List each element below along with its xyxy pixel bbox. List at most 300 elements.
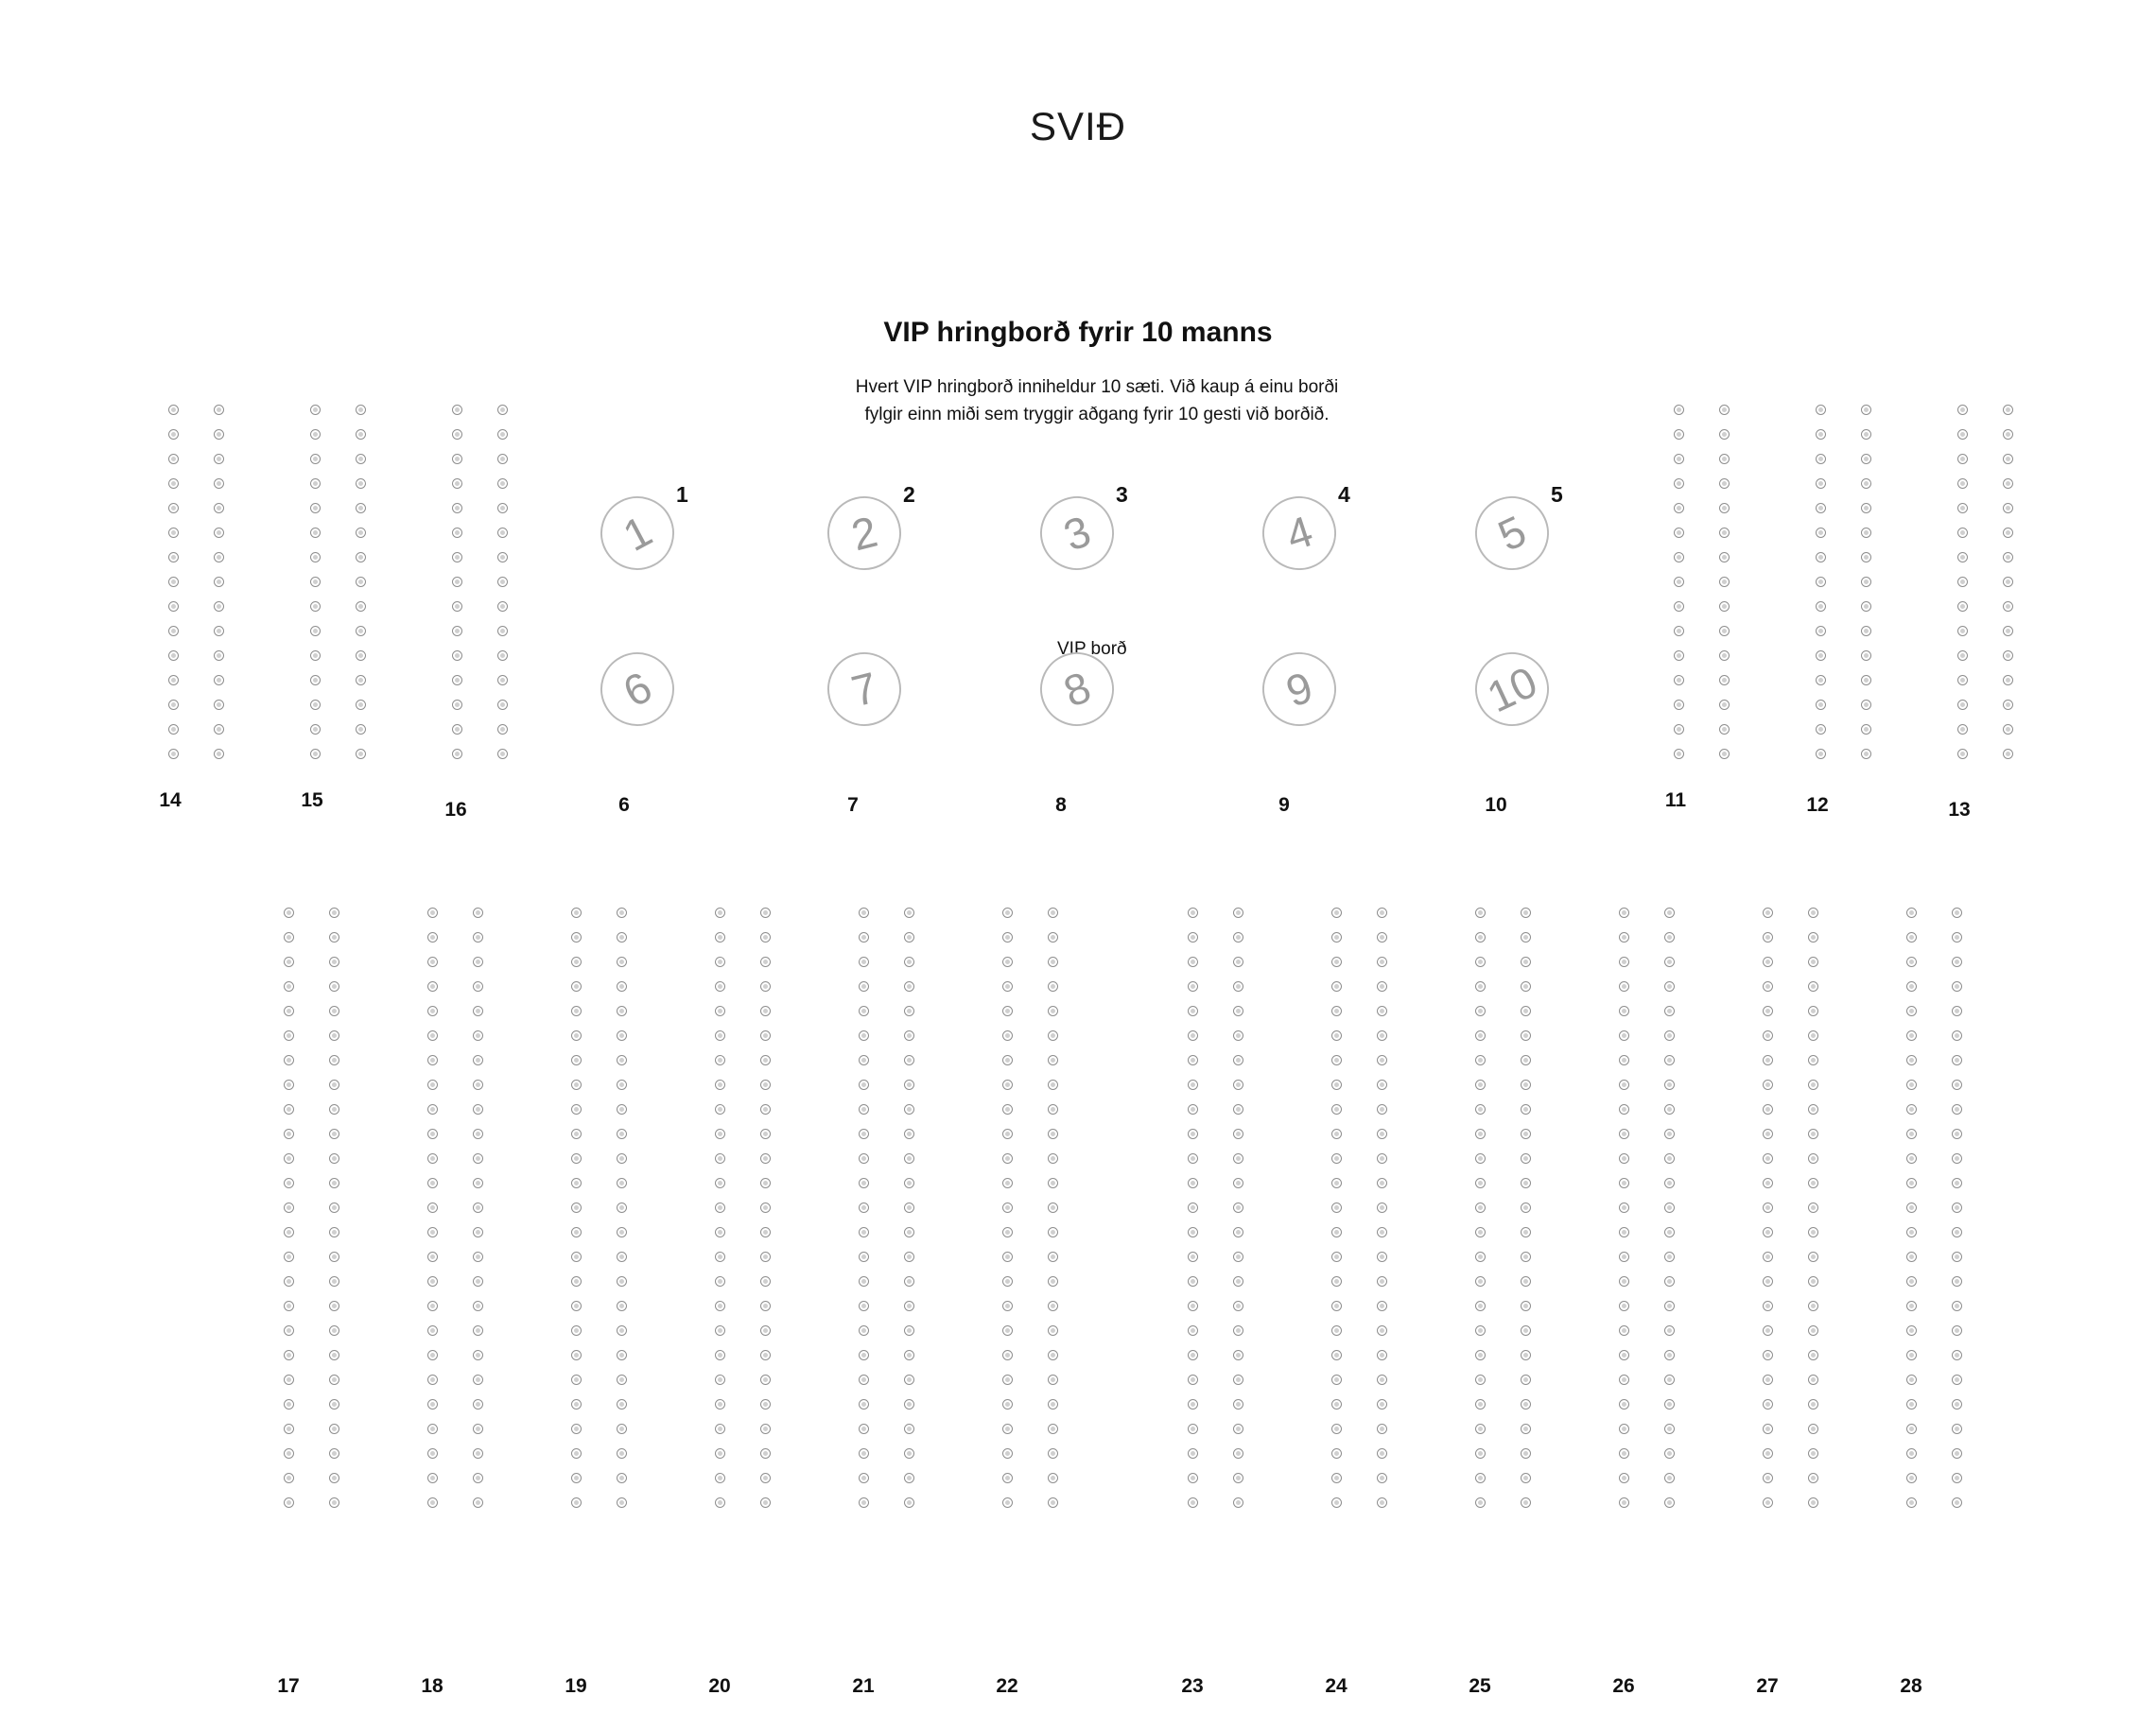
- seat[interactable]: [1619, 1473, 1629, 1483]
- seat[interactable]: [2003, 405, 2013, 415]
- seat[interactable]: [1233, 1252, 1243, 1262]
- seat[interactable]: [427, 1448, 438, 1459]
- seat[interactable]: [1816, 528, 1826, 538]
- seat[interactable]: [452, 503, 462, 513]
- seat[interactable]: [571, 957, 582, 967]
- seat[interactable]: [1816, 405, 1826, 415]
- seat[interactable]: [497, 528, 508, 538]
- seat[interactable]: [859, 1178, 869, 1188]
- seat[interactable]: [1808, 1448, 1818, 1459]
- seat[interactable]: [1719, 749, 1730, 759]
- seat[interactable]: [1957, 503, 1968, 513]
- seat[interactable]: [1763, 908, 1773, 918]
- seat[interactable]: [1719, 429, 1730, 440]
- seat[interactable]: [1906, 1424, 1917, 1434]
- seat[interactable]: [1521, 1473, 1531, 1483]
- seat[interactable]: [1808, 1325, 1818, 1336]
- seat[interactable]: [473, 1325, 483, 1336]
- seat[interactable]: [284, 908, 294, 918]
- seat[interactable]: [356, 626, 366, 636]
- seat[interactable]: [904, 932, 914, 943]
- seat[interactable]: [760, 1448, 771, 1459]
- seat[interactable]: [760, 932, 771, 943]
- seat[interactable]: [760, 1030, 771, 1041]
- seat[interactable]: [497, 503, 508, 513]
- seat[interactable]: [1906, 1227, 1917, 1237]
- seat[interactable]: [1048, 1350, 1058, 1360]
- seat[interactable]: [1861, 405, 1871, 415]
- seat[interactable]: [356, 454, 366, 464]
- seat[interactable]: [427, 1252, 438, 1262]
- seat[interactable]: [571, 1080, 582, 1090]
- seat[interactable]: [1048, 1006, 1058, 1016]
- seat[interactable]: [1674, 405, 1684, 415]
- seat[interactable]: [1475, 1252, 1486, 1262]
- seat[interactable]: [284, 1055, 294, 1065]
- seat[interactable]: [904, 1080, 914, 1090]
- seat[interactable]: [1521, 1055, 1531, 1065]
- seat[interactable]: [715, 1227, 725, 1237]
- seat[interactable]: [168, 552, 179, 562]
- seat[interactable]: [284, 981, 294, 992]
- seat[interactable]: [1719, 528, 1730, 538]
- seat[interactable]: [168, 650, 179, 661]
- seat[interactable]: [859, 1375, 869, 1385]
- seat[interactable]: [1233, 1399, 1243, 1410]
- seat[interactable]: [1619, 1252, 1629, 1262]
- seat[interactable]: [1188, 1055, 1198, 1065]
- seat[interactable]: [760, 1424, 771, 1434]
- seat[interactable]: [356, 601, 366, 612]
- seat[interactable]: [1002, 1325, 1013, 1336]
- seat[interactable]: [356, 650, 366, 661]
- seat[interactable]: [571, 1424, 582, 1434]
- seat[interactable]: [1475, 1030, 1486, 1041]
- seat[interactable]: [329, 1030, 339, 1041]
- seat[interactable]: [760, 908, 771, 918]
- seat[interactable]: [1233, 1424, 1243, 1434]
- seat[interactable]: [1475, 1129, 1486, 1139]
- seat[interactable]: [1048, 1202, 1058, 1213]
- seat[interactable]: [310, 650, 321, 661]
- seat[interactable]: [1664, 908, 1675, 918]
- seat[interactable]: [284, 1350, 294, 1360]
- seat[interactable]: [1475, 1055, 1486, 1065]
- seat[interactable]: [904, 1006, 914, 1016]
- seat[interactable]: [1002, 1153, 1013, 1164]
- seat[interactable]: [1233, 1350, 1243, 1360]
- seat[interactable]: [1763, 1080, 1773, 1090]
- seat[interactable]: [1521, 981, 1531, 992]
- seat[interactable]: [571, 1448, 582, 1459]
- seat[interactable]: [904, 1424, 914, 1434]
- seat[interactable]: [1002, 1006, 1013, 1016]
- seat[interactable]: [473, 981, 483, 992]
- seat[interactable]: [1521, 1202, 1531, 1213]
- seat[interactable]: [356, 478, 366, 489]
- seat[interactable]: [760, 1080, 771, 1090]
- seat[interactable]: [1521, 1350, 1531, 1360]
- seat[interactable]: [715, 1252, 725, 1262]
- seat[interactable]: [1808, 1301, 1818, 1311]
- seat[interactable]: [1674, 552, 1684, 562]
- seat[interactable]: [329, 1424, 339, 1434]
- seat[interactable]: [1233, 1301, 1243, 1311]
- seat[interactable]: [1952, 981, 1962, 992]
- seat[interactable]: [1674, 650, 1684, 661]
- seat[interactable]: [859, 1080, 869, 1090]
- seat[interactable]: [1861, 552, 1871, 562]
- seat[interactable]: [452, 650, 462, 661]
- seat[interactable]: [1331, 1301, 1342, 1311]
- seat[interactable]: [284, 1202, 294, 1213]
- seat[interactable]: [452, 528, 462, 538]
- seat[interactable]: [214, 454, 224, 464]
- seat[interactable]: [859, 1497, 869, 1508]
- seat[interactable]: [2003, 429, 2013, 440]
- seat[interactable]: [168, 454, 179, 464]
- seat[interactable]: [1808, 1153, 1818, 1164]
- seat[interactable]: [1763, 1202, 1773, 1213]
- seat[interactable]: [1377, 1104, 1387, 1115]
- seat[interactable]: [571, 932, 582, 943]
- seat[interactable]: [1048, 1030, 1058, 1041]
- seat[interactable]: [1521, 1448, 1531, 1459]
- seat[interactable]: [1188, 1178, 1198, 1188]
- seat[interactable]: [1664, 1055, 1675, 1065]
- seat[interactable]: [1906, 1473, 1917, 1483]
- seat[interactable]: [310, 429, 321, 440]
- seat[interactable]: [1331, 1227, 1342, 1237]
- seat[interactable]: [760, 957, 771, 967]
- seat[interactable]: [427, 1080, 438, 1090]
- seat[interactable]: [1619, 1129, 1629, 1139]
- seat[interactable]: [1952, 1153, 1962, 1164]
- seat[interactable]: [497, 626, 508, 636]
- seat[interactable]: [473, 1448, 483, 1459]
- seat[interactable]: [214, 528, 224, 538]
- seat[interactable]: [571, 1202, 582, 1213]
- seat[interactable]: [427, 1301, 438, 1311]
- seat[interactable]: [1002, 1473, 1013, 1483]
- seat[interactable]: [1188, 1448, 1198, 1459]
- seat[interactable]: [904, 1104, 914, 1115]
- seat[interactable]: [904, 1325, 914, 1336]
- seat[interactable]: [1188, 1252, 1198, 1262]
- seat[interactable]: [904, 1448, 914, 1459]
- seat[interactable]: [1188, 1030, 1198, 1041]
- seat[interactable]: [1763, 1129, 1773, 1139]
- seat[interactable]: [1808, 1104, 1818, 1115]
- seat[interactable]: [1952, 1080, 1962, 1090]
- seat[interactable]: [1002, 1350, 1013, 1360]
- seat[interactable]: [1331, 1080, 1342, 1090]
- seat[interactable]: [904, 1202, 914, 1213]
- seat[interactable]: [452, 626, 462, 636]
- seat[interactable]: [715, 1129, 725, 1139]
- seat[interactable]: [1957, 700, 1968, 710]
- seat[interactable]: [571, 1375, 582, 1385]
- seat[interactable]: [904, 1129, 914, 1139]
- seat[interactable]: [1188, 1153, 1198, 1164]
- seat[interactable]: [1808, 1080, 1818, 1090]
- seat[interactable]: [1674, 700, 1684, 710]
- seat[interactable]: [329, 1448, 339, 1459]
- seat[interactable]: [1048, 1252, 1058, 1262]
- vip-table-7[interactable]: 7: [820, 645, 910, 735]
- seat[interactable]: [617, 1325, 627, 1336]
- seat[interactable]: [1188, 1006, 1198, 1016]
- seat[interactable]: [1808, 1350, 1818, 1360]
- seat[interactable]: [1906, 1104, 1917, 1115]
- seat[interactable]: [1475, 981, 1486, 992]
- seat[interactable]: [1188, 1227, 1198, 1237]
- seat[interactable]: [859, 1473, 869, 1483]
- seat[interactable]: [1906, 981, 1917, 992]
- seat[interactable]: [1048, 1301, 1058, 1311]
- seat[interactable]: [1002, 1276, 1013, 1287]
- seat[interactable]: [1816, 552, 1826, 562]
- seat[interactable]: [1331, 1350, 1342, 1360]
- seat[interactable]: [859, 957, 869, 967]
- seat[interactable]: [1664, 1350, 1675, 1360]
- seat[interactable]: [1188, 1080, 1198, 1090]
- seat[interactable]: [1808, 1055, 1818, 1065]
- seat[interactable]: [1664, 1080, 1675, 1090]
- seat[interactable]: [760, 1301, 771, 1311]
- seat[interactable]: [329, 1104, 339, 1115]
- seat[interactable]: [1619, 981, 1629, 992]
- seat[interactable]: [1048, 1055, 1058, 1065]
- seat[interactable]: [617, 1080, 627, 1090]
- seat[interactable]: [356, 749, 366, 759]
- seat[interactable]: [310, 503, 321, 513]
- seat[interactable]: [1331, 1030, 1342, 1041]
- seat[interactable]: [1664, 981, 1675, 992]
- seat[interactable]: [1719, 626, 1730, 636]
- seat[interactable]: [1861, 650, 1871, 661]
- seat[interactable]: [284, 1301, 294, 1311]
- seat[interactable]: [1002, 1448, 1013, 1459]
- seat[interactable]: [1861, 675, 1871, 685]
- seat[interactable]: [1763, 1104, 1773, 1115]
- seat[interactable]: [1906, 1202, 1917, 1213]
- seat[interactable]: [715, 1497, 725, 1508]
- seat[interactable]: [284, 1153, 294, 1164]
- seat[interactable]: [497, 700, 508, 710]
- seat[interactable]: [1664, 1301, 1675, 1311]
- seat[interactable]: [329, 1129, 339, 1139]
- seat[interactable]: [329, 908, 339, 918]
- seat[interactable]: [1188, 1473, 1198, 1483]
- seat[interactable]: [1377, 1030, 1387, 1041]
- seat[interactable]: [1002, 981, 1013, 992]
- seat[interactable]: [571, 1473, 582, 1483]
- seat[interactable]: [760, 1178, 771, 1188]
- seat[interactable]: [1188, 1276, 1198, 1287]
- seat[interactable]: [452, 577, 462, 587]
- seat[interactable]: [1377, 1375, 1387, 1385]
- seat[interactable]: [859, 1129, 869, 1139]
- seat[interactable]: [1719, 700, 1730, 710]
- seat[interactable]: [168, 724, 179, 735]
- seat[interactable]: [473, 1301, 483, 1311]
- seat[interactable]: [571, 1104, 582, 1115]
- seat[interactable]: [1816, 724, 1826, 735]
- seat[interactable]: [1674, 724, 1684, 735]
- seat[interactable]: [356, 405, 366, 415]
- seat[interactable]: [1331, 908, 1342, 918]
- seat[interactable]: [329, 1227, 339, 1237]
- seat[interactable]: [1048, 1399, 1058, 1410]
- seat[interactable]: [1664, 1202, 1675, 1213]
- seat[interactable]: [1861, 626, 1871, 636]
- seat[interactable]: [1906, 1276, 1917, 1287]
- seat[interactable]: [1188, 1399, 1198, 1410]
- seat[interactable]: [1521, 1424, 1531, 1434]
- seat[interactable]: [859, 1030, 869, 1041]
- seat[interactable]: [2003, 552, 2013, 562]
- seat[interactable]: [310, 552, 321, 562]
- seat[interactable]: [1906, 1055, 1917, 1065]
- seat[interactable]: [617, 1055, 627, 1065]
- seat[interactable]: [571, 1399, 582, 1410]
- seat[interactable]: [1808, 908, 1818, 918]
- seat[interactable]: [427, 1424, 438, 1434]
- seat[interactable]: [1619, 932, 1629, 943]
- seat[interactable]: [1816, 503, 1826, 513]
- seat[interactable]: [904, 1473, 914, 1483]
- seat[interactable]: [715, 1325, 725, 1336]
- seat[interactable]: [452, 552, 462, 562]
- seat[interactable]: [1906, 1350, 1917, 1360]
- seat[interactable]: [1377, 1129, 1387, 1139]
- seat[interactable]: [1002, 908, 1013, 918]
- seat[interactable]: [760, 1202, 771, 1213]
- seat[interactable]: [1188, 1375, 1198, 1385]
- seat[interactable]: [1957, 675, 1968, 685]
- seat[interactable]: [1952, 1227, 1962, 1237]
- seat[interactable]: [1377, 1497, 1387, 1508]
- seat[interactable]: [1952, 1202, 1962, 1213]
- seat[interactable]: [473, 1276, 483, 1287]
- seat[interactable]: [452, 429, 462, 440]
- seat[interactable]: [760, 1055, 771, 1065]
- seat[interactable]: [1763, 1178, 1773, 1188]
- seat[interactable]: [310, 675, 321, 685]
- seat[interactable]: [859, 1350, 869, 1360]
- seat[interactable]: [1521, 1227, 1531, 1237]
- seat[interactable]: [1475, 1202, 1486, 1213]
- seat[interactable]: [1816, 675, 1826, 685]
- seat[interactable]: [1475, 1178, 1486, 1188]
- seat[interactable]: [1952, 957, 1962, 967]
- seat[interactable]: [356, 724, 366, 735]
- seat[interactable]: [904, 1399, 914, 1410]
- seat[interactable]: [715, 1399, 725, 1410]
- seat[interactable]: [1957, 749, 1968, 759]
- seat[interactable]: [571, 1227, 582, 1237]
- seat[interactable]: [1475, 908, 1486, 918]
- seat[interactable]: [1188, 1104, 1198, 1115]
- seat[interactable]: [1619, 1006, 1629, 1016]
- seat[interactable]: [571, 1497, 582, 1508]
- seat[interactable]: [1188, 1301, 1198, 1311]
- seat[interactable]: [1521, 1375, 1531, 1385]
- seat[interactable]: [427, 1350, 438, 1360]
- seat[interactable]: [168, 577, 179, 587]
- seat[interactable]: [1048, 1178, 1058, 1188]
- seat[interactable]: [427, 1178, 438, 1188]
- seat[interactable]: [1475, 1424, 1486, 1434]
- seat[interactable]: [1521, 1153, 1531, 1164]
- seat[interactable]: [1957, 552, 1968, 562]
- seat[interactable]: [1808, 1424, 1818, 1434]
- seat[interactable]: [1475, 1006, 1486, 1016]
- seat[interactable]: [1475, 1080, 1486, 1090]
- seat[interactable]: [1861, 429, 1871, 440]
- seat[interactable]: [760, 981, 771, 992]
- seat[interactable]: [760, 1104, 771, 1115]
- seat[interactable]: [571, 908, 582, 918]
- seat[interactable]: [1906, 1448, 1917, 1459]
- seat[interactable]: [1048, 1129, 1058, 1139]
- seat[interactable]: [1521, 1006, 1531, 1016]
- seat[interactable]: [1674, 626, 1684, 636]
- seat[interactable]: [1048, 1473, 1058, 1483]
- seat[interactable]: [571, 1276, 582, 1287]
- seat[interactable]: [1906, 1497, 1917, 1508]
- seat[interactable]: [715, 1055, 725, 1065]
- seat[interactable]: [1664, 1497, 1675, 1508]
- seat[interactable]: [1048, 1497, 1058, 1508]
- seat[interactable]: [1906, 1153, 1917, 1164]
- seat[interactable]: [2003, 601, 2013, 612]
- seat[interactable]: [1002, 1104, 1013, 1115]
- seat[interactable]: [427, 957, 438, 967]
- seat[interactable]: [1816, 577, 1826, 587]
- seat[interactable]: [427, 981, 438, 992]
- seat[interactable]: [1957, 454, 1968, 464]
- seat[interactable]: [1377, 908, 1387, 918]
- seat[interactable]: [1377, 981, 1387, 992]
- seat[interactable]: [427, 1153, 438, 1164]
- seat[interactable]: [1619, 1448, 1629, 1459]
- seat[interactable]: [1808, 932, 1818, 943]
- seat[interactable]: [571, 1153, 582, 1164]
- seat[interactable]: [473, 1104, 483, 1115]
- seat[interactable]: [859, 1399, 869, 1410]
- seat[interactable]: [1952, 932, 1962, 943]
- seat[interactable]: [1674, 601, 1684, 612]
- seat[interactable]: [1763, 1448, 1773, 1459]
- seat[interactable]: [571, 1055, 582, 1065]
- seat[interactable]: [1619, 1325, 1629, 1336]
- seat[interactable]: [1377, 1350, 1387, 1360]
- seat[interactable]: [1664, 1399, 1675, 1410]
- seat[interactable]: [1952, 1399, 1962, 1410]
- seat[interactable]: [1331, 1104, 1342, 1115]
- seat[interactable]: [329, 1055, 339, 1065]
- seat[interactable]: [760, 1227, 771, 1237]
- seat[interactable]: [715, 1350, 725, 1360]
- seat[interactable]: [1377, 1448, 1387, 1459]
- seat[interactable]: [1619, 1055, 1629, 1065]
- seat[interactable]: [1664, 1006, 1675, 1016]
- seat[interactable]: [1906, 1375, 1917, 1385]
- seat[interactable]: [1002, 1375, 1013, 1385]
- seat[interactable]: [715, 1424, 725, 1434]
